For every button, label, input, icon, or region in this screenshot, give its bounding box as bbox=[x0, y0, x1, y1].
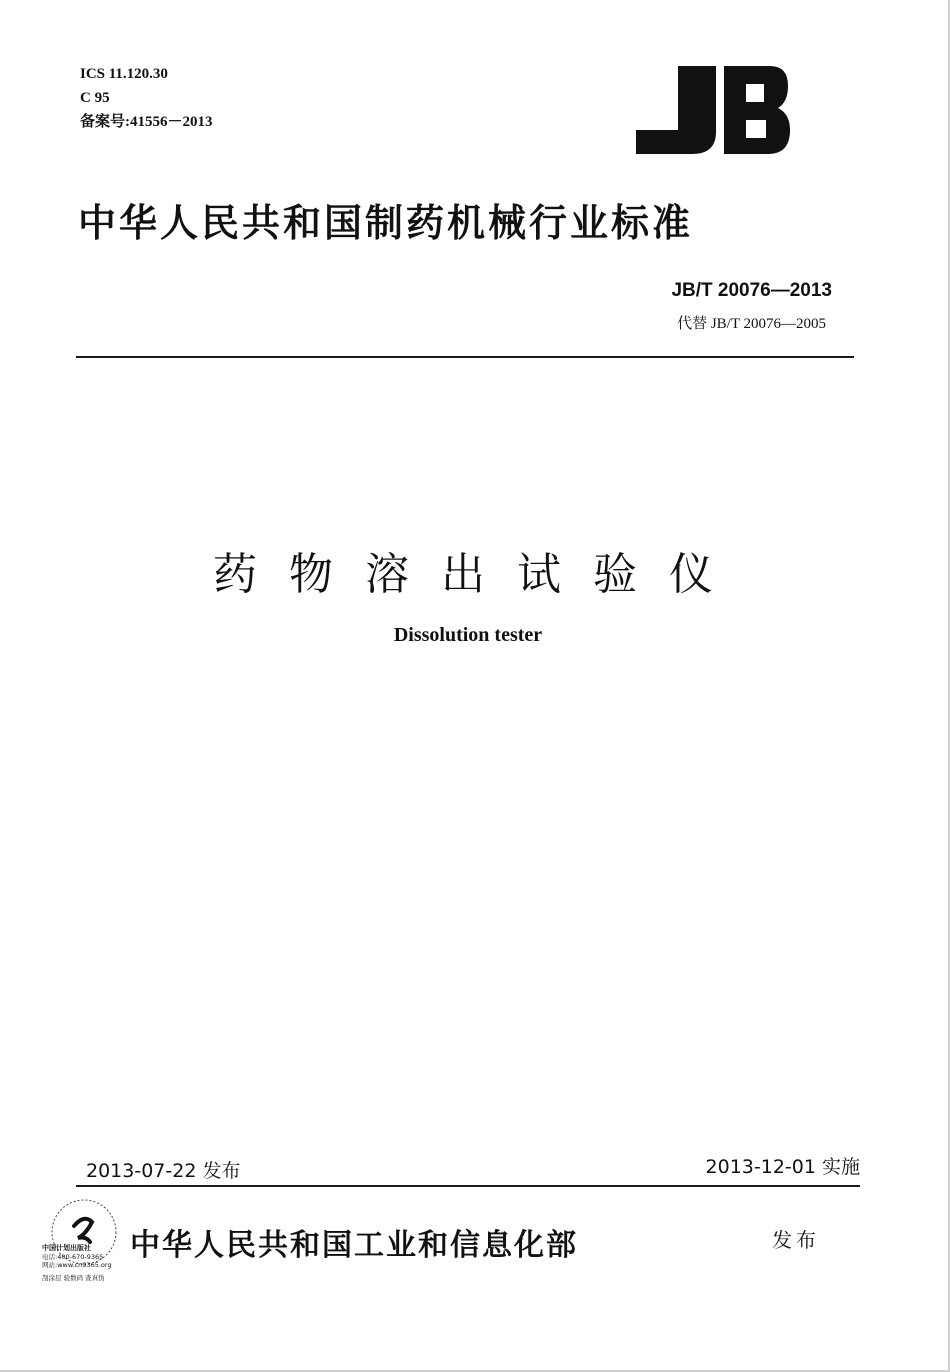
jb-logo-letter-j bbox=[636, 66, 716, 154]
standard-type-title: 中华人民共和国制药机械行业标准 bbox=[78, 201, 694, 245]
jb-logo-letter-b bbox=[724, 66, 790, 154]
document-title-cn: 药物溶出试验仪 bbox=[213, 549, 745, 600]
effective-date: 2013-12-01 实施 bbox=[705, 1156, 860, 1178]
ccs-code: C 95 bbox=[80, 90, 110, 106]
ics-code: ICS 11.120.30 bbox=[80, 66, 168, 82]
seal-line-3: 网站:www.cn9365.org bbox=[42, 1261, 112, 1269]
jb-logo bbox=[630, 66, 792, 156]
replaces-standard: 代替 JB/T 20076—2005 bbox=[677, 316, 826, 332]
document-title-en: Dissolution tester bbox=[393, 624, 543, 646]
standard-number: JB/T 20076—2013 bbox=[671, 280, 832, 301]
seal-line-1: 中国计划出版社 bbox=[42, 1244, 91, 1252]
classification-codes bbox=[80, 62, 213, 134]
issuer-suffix: 发布 bbox=[772, 1228, 820, 1252]
issue-date: 2013-07-22 发布 bbox=[86, 1160, 241, 1182]
seal-line-2: 电话:400-670-9365 bbox=[42, 1253, 104, 1261]
top-divider bbox=[76, 356, 854, 358]
seal-line-4: 刮涂层 验数码 查真伪 bbox=[42, 1274, 105, 1282]
publisher-seal-icon bbox=[38, 1192, 130, 1284]
jb-logo-text: JB bbox=[630, 66, 632, 67]
bottom-divider bbox=[76, 1185, 860, 1187]
record-number: 备案号:41556－2013 bbox=[80, 114, 213, 130]
issuing-authority: 中华人民共和国工业和信息化部 bbox=[130, 1228, 578, 1263]
